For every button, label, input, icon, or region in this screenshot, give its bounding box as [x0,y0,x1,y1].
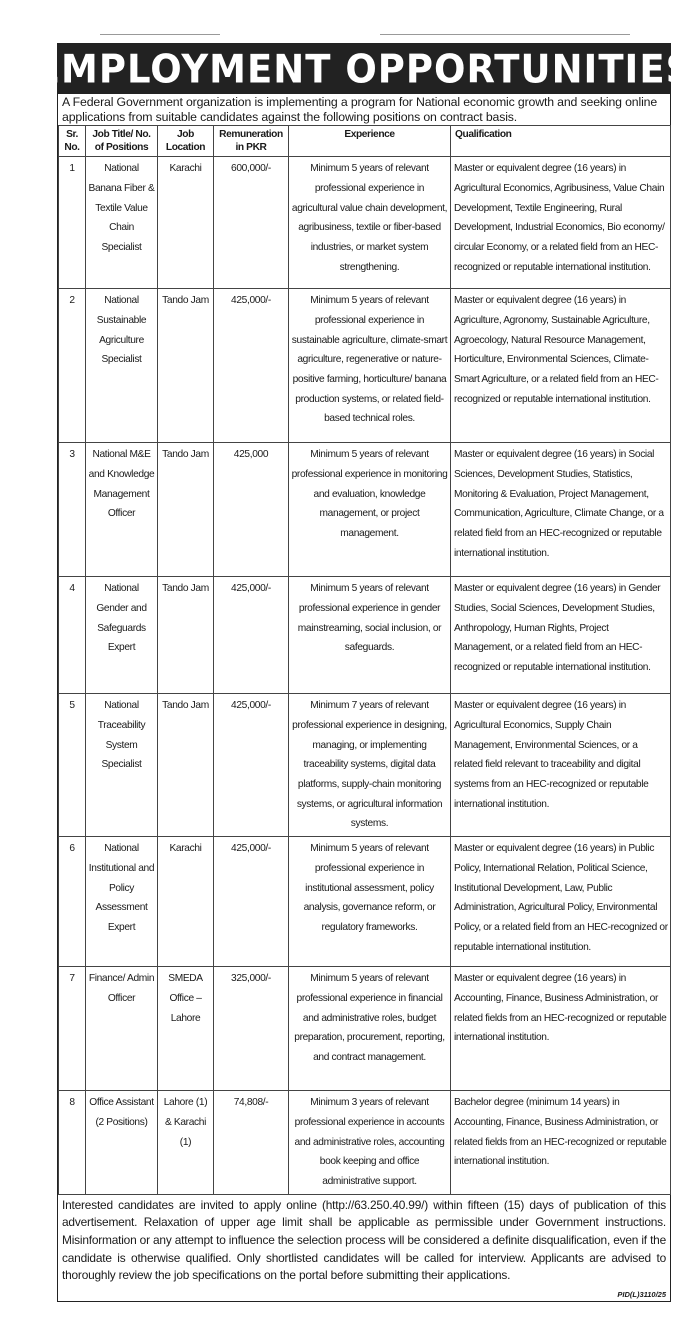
row-job-location: Karachi [158,157,214,289]
application-instructions: Interested candidates are invited to apply online (http://63.250.40.99/) within fifteen (15) days of publication of this advertisement. Relaxation of upper age limit shall be applicable as permissible under Government instructions. Misinformation or any attempt to influence the selection process will be considered a definite disqualification, even if the candidate is otherwise qualified. Only shortlisted candidates will be called for interview. Applicants are advised to thoroughly review the job specifications on the portal before submitting their applications. [62,1197,666,1283]
row-qualification: Master or equivalent degree (16 years) in Agricultural Economics, Supply Chain Management, Environmental Sciences, or a related field relevant to traceability and digital systems from an HEC-recognized or reputable international institution. [451,694,671,837]
row-job-title: National Traceability System Specialist [86,694,158,837]
job-advertisement [34,43,694,1302]
row-sr-no: 1 [59,157,86,289]
header-qualification: Qualification [451,126,671,157]
row-experience: Minimum 5 years of relevant professional experience in sustainable agriculture, climate-smart agriculture, regenerative or nature-positive farming, horticulture/ banana production systems, or related field-based technical roles. [289,289,451,443]
row-job-location: Karachi [158,837,214,967]
row-sr-no: 3 [59,443,86,577]
row-qualification: Bachelor degree (minimum 14 years) in Accounting, Finance, Business Administration, or related fields from an HEC-recognized or reputable international institution. [451,1091,671,1195]
row-remuneration: 425,000/- [214,837,289,967]
header-remuneration: Remuneration in PKR [214,126,289,157]
title-banner [34,44,694,94]
row-experience: Minimum 5 years of relevant professional experience in monitoring and evaluation, knowledge management, or project management. [289,443,451,577]
row-qualification: Master or equivalent degree (16 years) in Agricultural Economics, Agribusiness, Value Chain Development, Textile Engineering, Rural Development, Industrial Economics, Bio economy/ circular Economy, or a related field from an HEC-recognized or reputable international institution. [451,157,671,289]
row-job-location: Tando Jam [158,289,214,443]
row-sr-no: 2 [59,289,86,443]
table-row [59,694,671,837]
row-remuneration: 74,808/- [214,1091,289,1195]
divider [380,34,630,35]
row-job-title: National Institutional and Policy Assessment Expert [86,837,158,967]
row-experience: Minimum 5 years of relevant professional experience in agricultural value chain development, agribusiness, textile or fiber-based industries, or market system strengthening. [289,157,451,289]
header-sr-no: Sr. No. [59,126,86,157]
row-sr-no: 6 [59,837,86,967]
row-job-title: National Banana Fiber & Textile Value Chain Specialist [86,157,158,289]
row-experience: Minimum 7 years of relevant professional experience in designing, managing, or implementing traceability systems, digital data platforms, supply-chain monitoring systems, or agricultural information systems. [289,694,451,837]
table-row [59,289,671,443]
table-header-row [59,126,671,157]
row-experience: Minimum 5 years of relevant professional experience in gender mainstreaming, social inclusion, or safeguards. [289,577,451,694]
divider [100,34,220,35]
row-remuneration: 425,000 [214,443,289,577]
row-job-title: Office Assistant (2 Positions) [86,1091,158,1195]
row-remuneration: 425,000/- [214,577,289,694]
newspaper-top-strip [0,0,695,40]
header-experience: Experience [289,126,451,157]
row-job-title: National Sustainable Agriculture Specialist [86,289,158,443]
positions-table [58,125,671,1194]
row-sr-no: 7 [59,967,86,1091]
row-experience: Minimum 5 years of relevant professional experience in institutional assessment, policy analysis, governance reform, or regulatory frameworks. [289,837,451,967]
table-row [59,577,671,694]
table-row [59,967,671,1091]
row-remuneration: 425,000/- [214,694,289,837]
row-job-location: Tando Jam [158,694,214,837]
table-row [59,157,671,289]
table-row [59,837,671,967]
row-qualification: Master or equivalent degree (16 years) in Agriculture, Agronomy, Sustainable Agriculture, Agroecology, Natural Resource Management, Horticulture, Environmental Sciences, Climate-Smart Agriculture, or a related field from an HEC-recognized or reputable international institution. [451,289,671,443]
publication-reference: PID(L)3110/25 [617,1290,666,1299]
row-job-title: National M&E and Knowledge Management Officer [86,443,158,577]
row-job-title: Finance/ Admin Officer [86,967,158,1091]
row-remuneration: 325,000/- [214,967,289,1091]
table-row [59,443,671,577]
row-qualification: Master or equivalent degree (16 years) in Gender Studies, Social Sciences, Development Studies, Anthropology, Human Rights, Project Management, or a related field from an HEC-recognized or reputable international institution. [451,577,671,694]
row-job-location: Lahore (1) & Karachi (1) [158,1091,214,1195]
page-title: EMPLOYMENT OPPORTUNITIES [34,46,694,92]
header-job-title: Job Title/ No. of Positions [86,126,158,157]
row-sr-no: 4 [59,577,86,694]
row-remuneration: 600,000/- [214,157,289,289]
row-job-title: National Gender and Safeguards Expert [86,577,158,694]
row-job-location: Tando Jam [158,577,214,694]
row-experience: Minimum 3 years of relevant professional experience in accounts and administrative roles, accounting book keeping and office administrative support. [289,1091,451,1195]
row-job-location: SMEDA Office – Lahore [158,967,214,1091]
row-qualification: Master or equivalent degree (16 years) in Accounting, Finance, Business Administration, or related fields from an HEC-recognized or reputable international institution. [451,967,671,1091]
row-job-location: Tando Jam [158,443,214,577]
row-experience: Minimum 5 years of relevant professional experience in financial and administrative roles, budget preparation, procurement, reporting, and contract management. [289,967,451,1091]
table-row [59,1091,671,1195]
row-qualification: Master or equivalent degree (16 years) in Social Sciences, Development Studies, Statistics, Monitoring & Evaluation, Project Management, Communication, Agriculture, Climate Change, or a related field from an HEC-recognized or reputable international institution. [451,443,671,577]
header-job-location: Job Location [158,126,214,157]
row-qualification: Master or equivalent degree (16 years) in Public Policy, International Relation, Political Science, Institutional Development, Law, Public Administration, Agricultural Policy, Environmental Policy, or a related field from an HEC-recognized or reputable international institution. [451,837,671,967]
intro-text: A Federal Government organization is implementing a program for National economic growth and seeking online applications from suitable candidates against the following positions on contract basis. [62,95,658,124]
row-sr-no: 8 [59,1091,86,1195]
row-sr-no: 5 [59,694,86,837]
row-remuneration: 425,000/- [214,289,289,443]
